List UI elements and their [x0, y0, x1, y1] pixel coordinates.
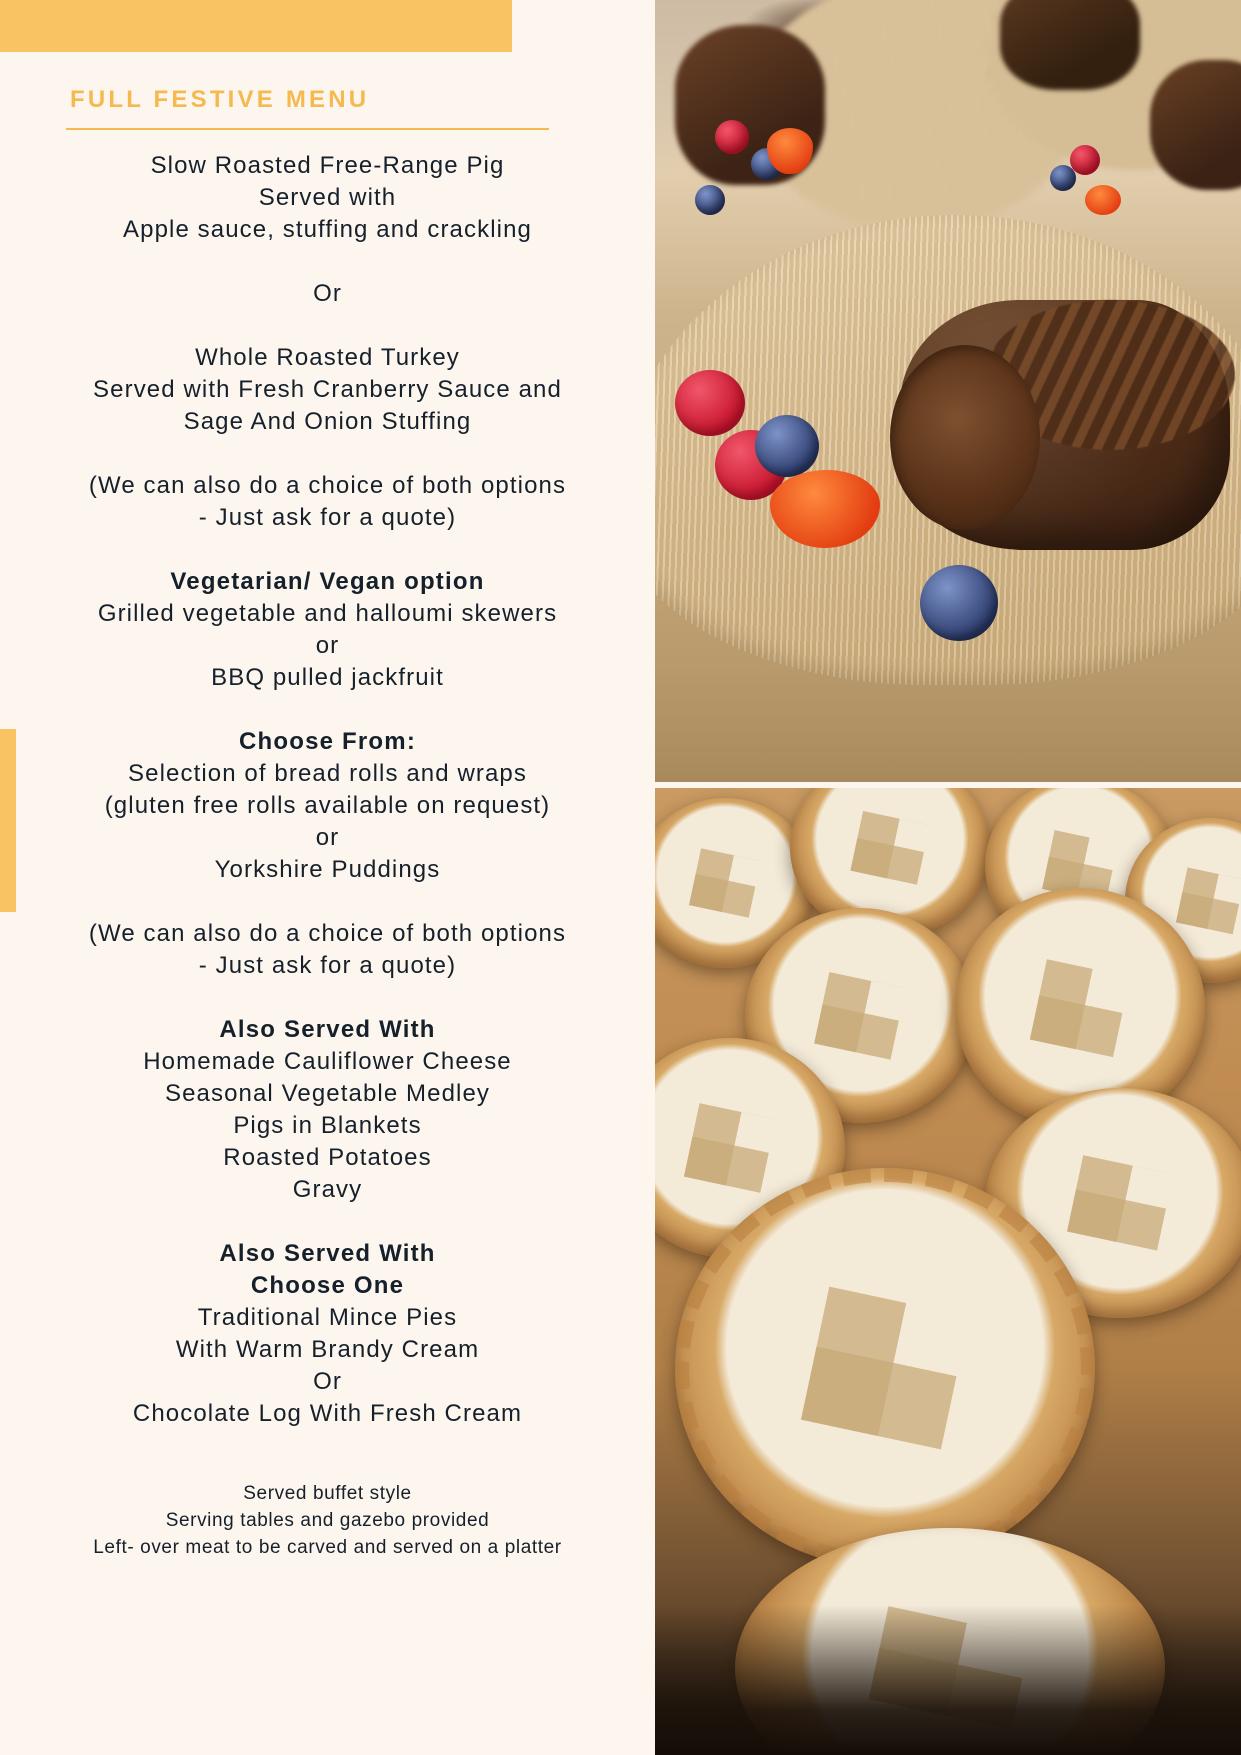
menu-line: (We can also do a choice of both options — [88, 472, 567, 499]
menu-line: Gravy — [292, 1176, 363, 1203]
menu-line: - Just ask for a quote) — [198, 952, 457, 979]
page-title: FULL FESTIVE MENU — [70, 86, 370, 113]
menu-line: Selection of bread rolls and wraps — [128, 760, 527, 787]
menu-line: With Warm Brandy Cream — [175, 1336, 480, 1363]
menu-line: Served with — [258, 184, 397, 211]
menu-line: (gluten free rolls available on request) — [104, 792, 551, 819]
background-chocolate-log — [1000, 0, 1140, 90]
top-accent-bar — [0, 0, 512, 52]
menu-line: (We can also do a choice of both options — [88, 920, 567, 947]
menu-spacer — [0, 694, 655, 726]
menu-section-heading: Choose One — [250, 1272, 405, 1299]
blueberry — [695, 185, 725, 215]
dark-table-surface — [655, 1605, 1241, 1755]
menu-line: - Just ask for a quote) — [198, 504, 457, 531]
menu-spacer — [0, 246, 655, 278]
menu-spacer — [0, 310, 655, 342]
menu-line: Sage And Onion Stuffing — [183, 408, 472, 435]
service-note-line: Left- over meat to be carved and served on a platter — [93, 1537, 562, 1558]
raspberry — [715, 120, 749, 154]
menu-line: BBQ pulled jackfruit — [211, 664, 444, 691]
menu-section-heading: Vegetarian/ Vegan option — [170, 568, 485, 595]
menu-spacer — [0, 534, 655, 566]
blueberry — [920, 565, 998, 641]
raspberry — [1070, 145, 1100, 175]
service-note-line: Serving tables and gazebo provided — [165, 1510, 490, 1531]
menu-line: Yorkshire Puddings — [214, 856, 441, 883]
chocolate-log-dessert-photo — [655, 0, 1241, 782]
menu-spacer — [0, 438, 655, 470]
photo-column — [655, 0, 1241, 1755]
title-divider — [66, 128, 549, 130]
blueberry — [755, 415, 819, 477]
menu-line: Chocolate Log With Fresh Cream — [132, 1400, 523, 1427]
menu-line: Grilled vegetable and halloumi skewers — [97, 600, 558, 627]
menu-line: Seasonal Vegetable Medley — [164, 1080, 491, 1107]
menu-line: or — [315, 824, 340, 851]
menu-spacer — [0, 982, 655, 1014]
chocolate-log-cut-end — [890, 345, 1040, 530]
menu-spacer — [0, 886, 655, 918]
raspberry — [675, 370, 745, 436]
menu-line: Or — [313, 280, 342, 307]
menu-line: or — [315, 632, 340, 659]
pie-crust-edge — [675, 1168, 1095, 1568]
service-notes — [0, 1480, 655, 1561]
menu-line: Slow Roasted Free-Range Pig — [150, 152, 505, 179]
menu-line: Homemade Cauliflower Cheese — [143, 1048, 512, 1075]
menu-spacer — [0, 1206, 655, 1238]
background-chocolate-log — [1150, 60, 1241, 190]
menu-line: Served with Fresh Cranberry Sauce and — [93, 376, 562, 403]
mince-pies-photo — [655, 788, 1241, 1755]
menu-line: Roasted Potatoes — [223, 1144, 432, 1171]
menu-line: Apple sauce, stuffing and crackling — [123, 216, 532, 243]
strawberry-slice — [1085, 185, 1121, 215]
menu-text-column — [0, 52, 655, 1755]
menu-section-heading: Also Served With — [219, 1240, 436, 1267]
menu-items-list — [0, 150, 655, 1430]
menu-section-heading: Choose From: — [238, 728, 417, 755]
blueberry — [1050, 165, 1076, 191]
menu-line: Pigs in Blankets — [233, 1112, 422, 1139]
menu-line: Or — [313, 1368, 342, 1395]
menu-line: Whole Roasted Turkey — [195, 344, 460, 371]
menu-section-heading: Also Served With — [219, 1016, 436, 1043]
service-note-line: Served buffet style — [243, 1483, 412, 1504]
menu-line: Traditional Mince Pies — [197, 1304, 458, 1331]
